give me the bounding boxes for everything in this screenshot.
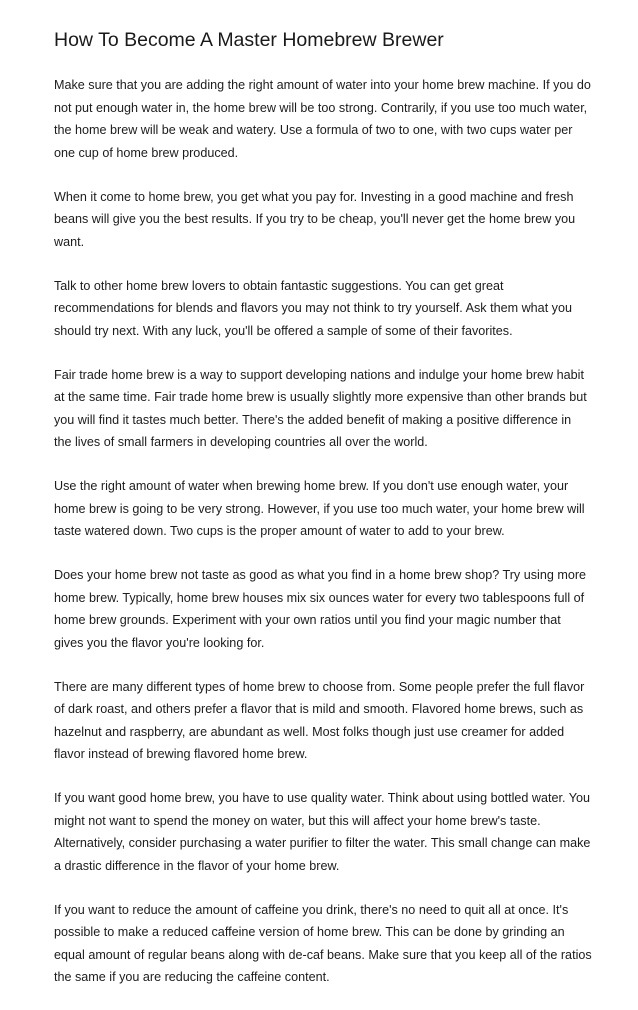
document-title: How To Become A Master Homebrew Brewer (54, 29, 444, 51)
paragraph-water-amount: Make sure that you are adding the right amount of water into your home brew machine. If you do not put enough water in, the home brew will be too strong. Contrarily, if you use too much water, the home brew will be weak and watery. Use a formula of two to one, with two cups water per one cup of home brew produced. (54, 78, 591, 160)
paragraph-taste-shop: Does your home brew not taste as good as what you find in a home brew shop? Try using more home brew. Typically, home brew houses mix six ounces water for every two tablespoons full of home brew grounds. Experiment with your own ratios until you find your magic number that gives you the flavor you're looking for. (54, 568, 587, 650)
paragraph-reduce-caffeine: If you want to reduce the amount of caffeine you drink, there's no need to quit all at once. It's possible to make a reduced caffeine version of home brew. This can be done by grinding an equal amount of regular beans along with de-caf beans. Make sure that you keep all of the ratios the same if you are reducing the caffeine content. (54, 902, 592, 984)
paragraph-talk-to-lovers: Talk to other home brew lovers to obtain fantastic suggestions. You can get great recommendations for blends and flavors you may not think to try yourself. Ask them what you should try next. With any luck, you'll be offered a sample of some of their favorites. (54, 278, 572, 338)
paragraph-quality-water: If you want good home brew, you have to use quality water. Think about using bottled water. You might not want to spend the money on water, but this will affect your home brew's taste. Alternatively, consider purchasing a water purifier to filter the water. This small change can make a drastic difference in the flavor of your home brew. (54, 791, 591, 873)
document-page (54, 28, 592, 1010)
paragraph-pay-for: When it come to home brew, you get what you pay for. Investing in a good machine and fresh beans will give you the best results. If you try to be cheap, you'll never get the home brew you want. (54, 189, 576, 249)
paragraph-right-water: Use the right amount of water when brewing home brew. If you don't use enough water, your home brew is going to be very strong. However, if you use too much water, your home brew will taste watered down. Two cups is the proper amount of water to add to your brew. (54, 479, 585, 538)
paragraph-types: There are many different types of home brew to choose from. Some people prefer the full flavor of dark roast, and others prefer a flavor that is mild and smooth. Flavored home brews, such as hazelnut and raspberry, are abundant as well. Most folks though just use creamer for added flavor instead of brewing flavored home brew. (54, 679, 585, 761)
paragraph-fair-trade: Fair trade home brew is a way to support developing nations and indulge your home brew habit at the same time. Fair trade home brew is usually slightly more expensive than other brands but you will find it tastes much better. There's the added benefit of making a positive difference in the lives of small farmers in developing countries all over the world. (54, 367, 587, 449)
